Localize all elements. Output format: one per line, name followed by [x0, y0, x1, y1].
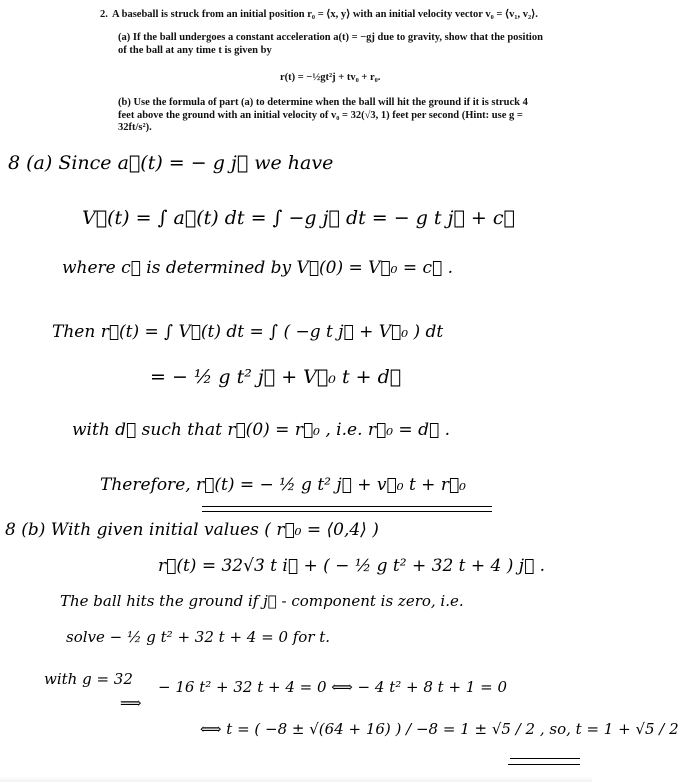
final-answer-underline-2: [508, 764, 580, 765]
sol-a-line-7: Therefore, r⃗(t) = − ½ g t² j⃗ + v⃗₀ t + r⃗₀: [100, 475, 466, 495]
sol-a-line-4: Then r⃗(t) = ∫ V⃗(t) dt = ∫ ( −g t j⃗ + V⃗₀ ) dt: [52, 322, 444, 342]
sol-b-arrow: ⟹: [120, 694, 142, 712]
sol-b-line-5a: with g = 32: [44, 670, 133, 688]
sol-b-line-5c: − 16 t² + 32 t + 4 = 0 ⟺ − 4 t² + 8 t + 1 = 0: [158, 678, 507, 696]
sol-b-line-3: The ball hits the ground if j⃗ - component is zero, i.e.: [60, 592, 464, 610]
sol-a-line-1: 8 (a) Since a⃗(t) = − g j⃗ we have: [8, 152, 334, 174]
result-underline-2: [202, 511, 492, 512]
result-underline-1: [202, 506, 492, 507]
problem-part-b: (b) Use the formula of part (a) to determine when the ball will hit the ground if it is struck 4 feet above the ground with an initial velocity of v₀ = 32(√3, 1) feet per second (Hint: use g = 32ft/s²).: [118, 97, 528, 133]
sol-b-line-6: ⟺ t = ( −8 ± √(64 + 16) ) / −8 = 1 ± √5 / 2 , so, t = 1 + √5 / 2: [200, 720, 679, 738]
sol-b-line-4: solve − ½ g t² + 32 t + 4 = 0 for t.: [66, 628, 331, 646]
problem-part-a: (a) If the ball undergoes a constant acceleration a(t) = −gj due to gravity, show that the position of the ball at any time t is given by: [118, 32, 543, 56]
sol-a-line-3: where c⃗ is determined by V⃗(0) = V⃗₀ = c⃗ .: [62, 258, 454, 278]
sol-a-line-6: with d⃗ such that r⃗(0) = r⃗₀ , i.e. r⃗₀ = d⃗ .: [72, 420, 450, 440]
final-answer-underline-1: [510, 758, 580, 759]
sol-b-line-2: r⃗(t) = 32√3 t i⃗ + ( − ½ g t² + 32 t + 4 ) j⃗ .: [158, 556, 546, 576]
sol-b-line-1: 8 (b) With given initial values ( r⃗₀ = ⟨0,4⟩ ): [5, 520, 379, 540]
problem-number: 2.: [100, 9, 108, 20]
sol-a-line-5: = − ½ g t² j⃗ + V⃗₀ t + d⃗: [150, 366, 402, 388]
position-formula: r(t) = −½gt²j + tv₀ + r₀.: [280, 72, 381, 83]
sol-a-line-2: V⃗(t) = ∫ a⃗(t) dt = ∫ −g j⃗ dt = − g t j⃗ + c⃗: [82, 207, 515, 229]
scan-bottom-edge: [0, 776, 592, 782]
problem-statement: A baseball is struck from an initial position r₀ = ⟨x, y⟩ with an initial velocity vector v₀ = ⟨v₁, v₂⟩.: [112, 9, 538, 20]
